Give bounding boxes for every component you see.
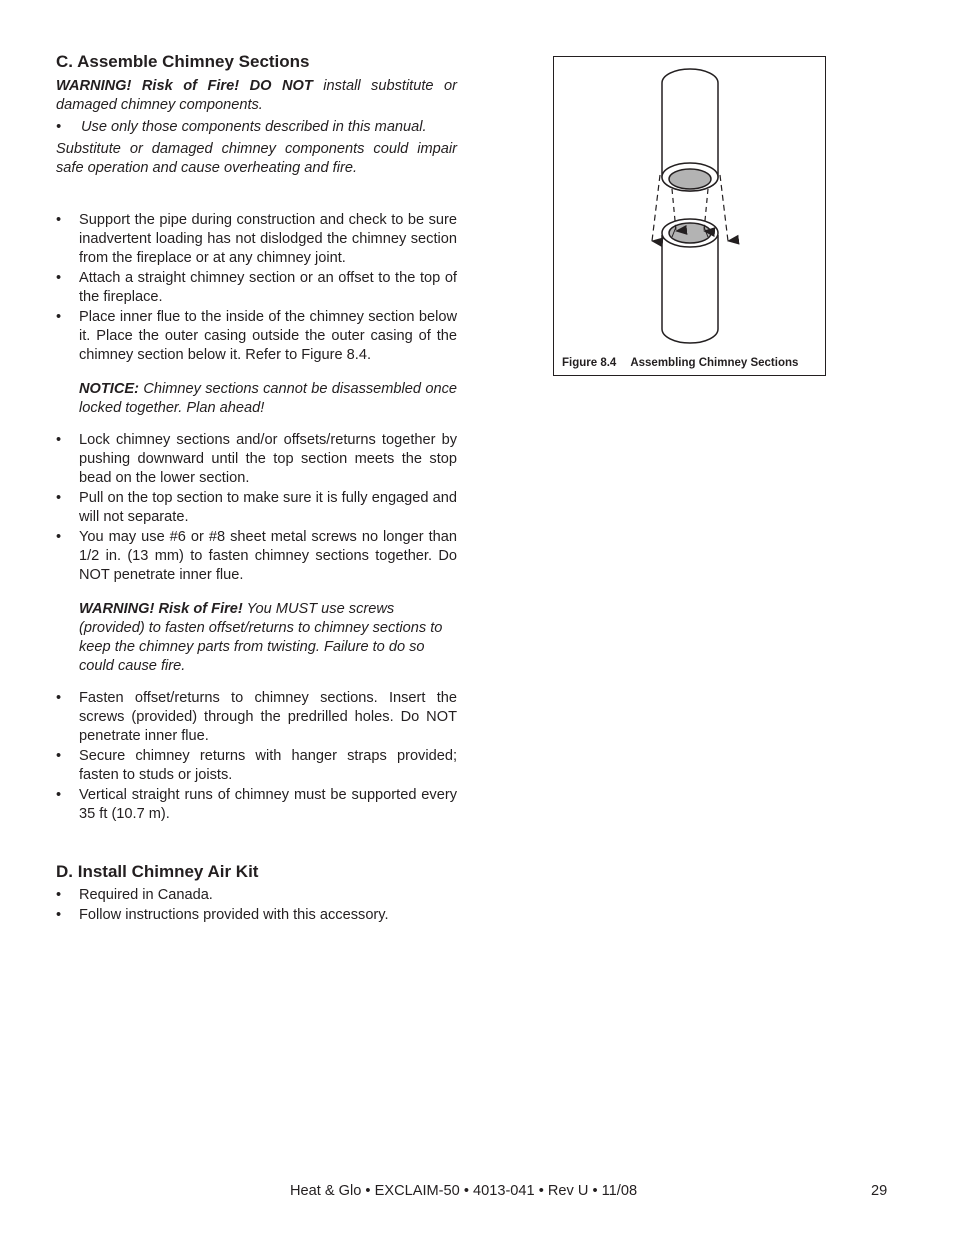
list-item: • Attach a straight chimney section or an offset to the top of the fireplace. bbox=[56, 269, 457, 307]
screw-warning-text: You MUST use screws (provided) to fasten offset/returns to chimney sections to keep the chimney parts from twisting. Failure to do so could cause fire. bbox=[79, 601, 443, 674]
section-d bbox=[56, 862, 457, 925]
list-item: • Follow instructions provided with this accessory. bbox=[56, 906, 457, 925]
list-item: • Fasten offset/returns to chimney sections. Insert the screws (provided) through the predrilled holes. Do NOT penetrate inner flue. bbox=[56, 689, 457, 746]
fastening-steps-list bbox=[56, 689, 457, 824]
list-item: • Required in Canada. bbox=[56, 886, 457, 905]
figure-title: Assembling Chimney Sections bbox=[630, 357, 799, 369]
screw-warning-lead: WARNING! Risk of Fire! bbox=[79, 601, 243, 617]
figure-number: Figure 8.4 bbox=[562, 357, 617, 369]
fire-warning-tail: Substitute or damaged chimney components could impair safe operation and cause overheating and fire. bbox=[56, 141, 457, 176]
alignment-arrow-right-outer bbox=[720, 175, 728, 241]
alignment-arrow-left-outer bbox=[652, 175, 660, 241]
list-item: • Lock chimney sections and/or offsets/returns together by pushing downward until the top section meets the stop bead on the lower section. bbox=[56, 431, 457, 488]
section-c bbox=[56, 52, 457, 824]
screw-warning bbox=[56, 600, 457, 676]
list-item: • Vertical straight runs of chimney must be supported every 35 ft (10.7 m). bbox=[56, 786, 457, 824]
section-d-heading: D. Install Chimney Air Kit bbox=[56, 862, 259, 881]
assembly-steps-list bbox=[56, 211, 457, 365]
figure-caption bbox=[562, 357, 798, 369]
fire-warning bbox=[56, 77, 457, 115]
list-item: • Place inner flue to the inside of the chimney section below it. Place the outer casing outside the outer casing of the chimney section below it. Refer to Figure 8.4. bbox=[56, 308, 457, 365]
footer-document-info: Heat & Glo • EXCLAIM-50 • 4013-041 • Rev U • 11/08 bbox=[290, 1183, 638, 1199]
fire-warning-lead: WARNING! Risk of Fire! DO NOT bbox=[56, 78, 313, 94]
notice-text: Chimney sections cannot be disassembled once locked together. Plan ahead! bbox=[79, 381, 457, 416]
section-c-heading: C. Assemble Chimney Sections bbox=[56, 52, 310, 71]
chimney-sections-illustration bbox=[554, 57, 824, 347]
upper-section-inner-flue bbox=[669, 169, 711, 189]
lower-section-body bbox=[662, 235, 718, 343]
list-item: • Use only those components described in this manual. bbox=[56, 118, 457, 137]
air-kit-list bbox=[56, 886, 457, 925]
fire-warning-text: install substitute or damaged chimney components. bbox=[56, 78, 457, 113]
locking-steps-list bbox=[56, 431, 457, 585]
figure-8-4 bbox=[553, 56, 826, 376]
notice-lead: NOTICE: bbox=[79, 381, 139, 397]
page-number: 29 bbox=[871, 1183, 888, 1199]
notice-box bbox=[56, 380, 457, 418]
list-item: • Pull on the top section to make sure it is fully engaged and will not separate. bbox=[56, 489, 457, 527]
list-item: • You may use #6 or #8 sheet metal screws no longer than 1/2 in. (13 mm) to fasten chimney sections together. Do NOT penetrate inner flue. bbox=[56, 528, 457, 585]
list-item: • Secure chimney returns with hanger straps provided; fasten to studs or joists. bbox=[56, 747, 457, 785]
list-item: • Support the pipe during construction and check to be sure inadvertent loading has not dislodged the chimney section from the fireplace or at any chimney joint. bbox=[56, 211, 457, 268]
warning-bullet-list bbox=[56, 118, 457, 137]
